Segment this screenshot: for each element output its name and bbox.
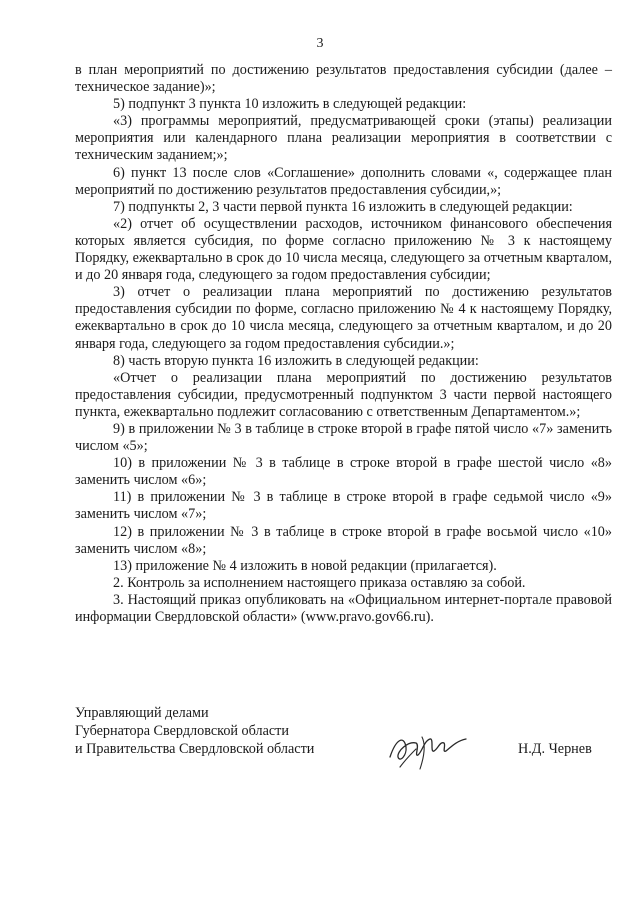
paragraph: 8) часть вторую пункта 16 изложить в следующей редакции:	[113, 352, 479, 369]
signatory-position-line: Управляющий делами	[75, 705, 209, 721]
signatory-position-line: Губернатора Свердловской области	[75, 723, 289, 739]
paragraph: 12) в приложении № 3 в таблице в строке второй в графе восьмой число «10» заменить числом «8»;	[75, 523, 612, 557]
paragraph: в план мероприятий по достижению результатов предоставления субсидии (далее – техническое задание)»;	[75, 62, 612, 96]
paragraph: 9) в приложении № 3 в таблице в строке второй в графе пятой число «7» заменить числом «5»;	[75, 420, 612, 455]
paragraph: 6) пункт 13 после слов «Соглашение» дополнить словами «, содержащее план мероприятий по достижению результатов предоставления субсидии,»;	[75, 164, 612, 198]
paragraph: 13) приложение № 4 изложить в новой редакции (прилагается).	[113, 557, 497, 574]
paragraph: 3. Настоящий приказ опубликовать на «Официальном интернет-портале правовой информации Свердловской области» (www.pravo.gov66.ru).	[75, 591, 612, 625]
paragraph: «Отчет о реализации плана мероприятий по достижению результатов предоставления субсидии, предусмотренный подпунктом 3 части первой настоящего пункта, ежеквартально подлежит согласованию с ответственным Департаментом.»;	[75, 369, 612, 420]
paragraph: «3) программы мероприятий, предусматривающей сроки (этапы) реализации мероприятия или календарного плана реализации мероприятия в соответствии с техническим заданием;»;	[75, 113, 612, 164]
paragraph: 3) отчет о реализации плана мероприятий по достижению результатов предоставления субсидии по форме, согласно приложению № 4 к настоящему Порядку, ежеквартально в срок до 10 числа месяца, следующего за отчетным кварталом, и до 20 января года, следующего за годом предоставления субсидии.»;	[75, 284, 612, 352]
page-number: 3	[316, 36, 324, 51]
paragraph: 11) в приложении № 3 в таблице в строке второй в графе седьмой число «9» заменить числом «7»;	[75, 489, 612, 523]
signatory-name: Н.Д. Чернев	[518, 741, 592, 757]
paragraph: 10) в приложении № 3 в таблице в строке второй в графе шестой число «8» заменить числом «6»;	[75, 455, 612, 489]
paragraph: 5) подпункт 3 пункта 10 изложить в следующей редакции:	[113, 96, 467, 113]
signatory-position-line: и Правительства Свердловской области	[75, 741, 315, 757]
handwritten-signature	[386, 727, 470, 773]
document-body	[75, 62, 612, 626]
paragraph: «2) отчет об осуществлении расходов, источником финансового обеспечения которых является субсидия, по форме согласно приложению № 3 к настоящему Порядку, ежеквартально в срок до 10 числа месяца, следующего за отчетным кварталом, и до 20 января года, следующего за годом предоставления субсидии;	[75, 215, 612, 284]
paragraph: 7) подпункты 2, 3 части первой пункта 16 изложить в следующей редакции:	[113, 198, 573, 215]
paragraph: 2. Контроль за исполнением настоящего приказа оставляю за собой.	[113, 574, 526, 591]
